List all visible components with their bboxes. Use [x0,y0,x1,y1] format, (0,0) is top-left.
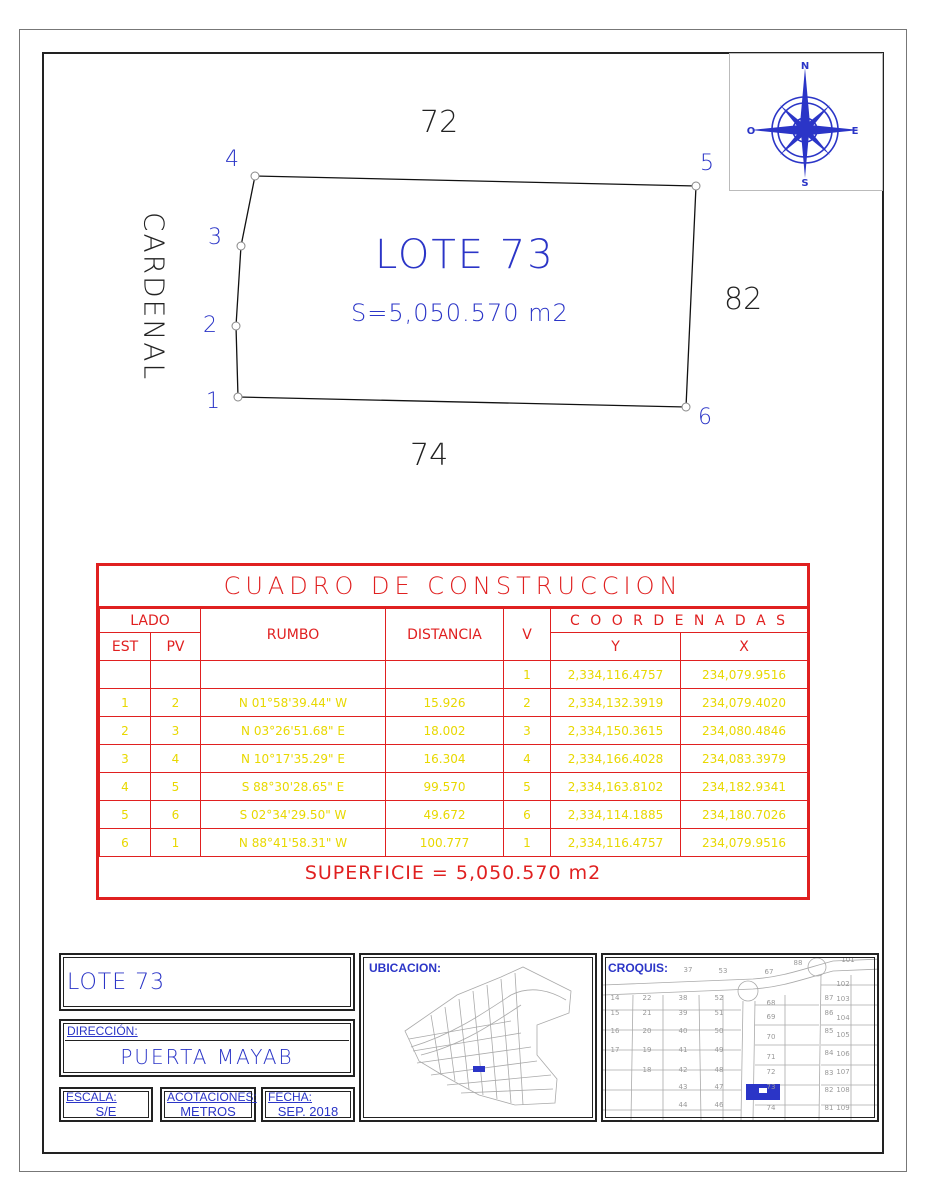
croquis-lot-number: 73 [766,1083,776,1091]
cell-x: 234,079.4020 [681,689,808,717]
table-row [100,801,808,829]
cell-y: 2,334,166.4028 [551,745,681,773]
cell-v: 5 [504,773,551,801]
croquis-lot-number: 40 [678,1027,688,1035]
acotaciones-label: ACOTACIONES: [167,1090,257,1104]
vertex-marker [682,403,690,411]
cell-x: 234,083.3979 [681,745,808,773]
construction-grid [99,608,808,857]
croquis-lot-number: 104 [836,1014,850,1022]
cell-est: 1 [100,689,151,717]
header-v: V [504,609,551,661]
croquis-lot-number: 69 [766,1013,776,1021]
compass-o: O [746,126,756,137]
croquis-lot-number: 38 [678,994,688,1002]
croquis-lot-number: 70 [766,1033,776,1041]
street-label: CARDENAL [137,211,171,382]
cell-v: 2 [504,689,551,717]
direccion-value: PUERTA MAYAB [120,1045,294,1069]
location-marker [473,1066,485,1072]
croquis-lot-number: 102 [836,980,850,988]
cell-v: 3 [504,717,551,745]
croquis-lot-number: 50 [714,1027,724,1035]
vertex-label-2: 2 [203,313,217,338]
croquis-lot-number: 84 [824,1049,834,1057]
header-y: Y [551,633,681,661]
acotaciones-box [160,1087,256,1122]
acotaciones-value: METROS [180,1104,236,1119]
croquis-lot-house [759,1088,767,1093]
vertex-marker [234,393,242,401]
cell-y: 2,334,150.3615 [551,717,681,745]
croquis-lot-number: 71 [766,1053,776,1061]
compass-e: E [851,126,859,137]
cell-y: 2,334,116.4757 [551,829,681,857]
cell-v: 1 [504,661,551,689]
cell-pv: 2 [151,689,201,717]
croquis-lot-number: 22 [642,994,652,1002]
ubicacion-label: UBICACION: [369,961,441,975]
croquis-lot-number: 52 [714,994,724,1002]
lot-title: LOTE 73 [375,232,555,278]
cell-v: 4 [504,745,551,773]
neighbor-north-label: 72 [420,105,459,140]
cell-distancia [386,661,504,689]
croquis-lot-number: 15 [610,1009,620,1017]
cell-pv [151,661,201,689]
croquis-lot-number: 17 [610,1046,620,1054]
cell-pv: 6 [151,801,201,829]
cell-est: 6 [100,829,151,857]
cell-rumbo [201,661,386,689]
cell-v: 1 [504,829,551,857]
cell-est: 3 [100,745,151,773]
ubicacion-box [359,953,597,1122]
compass-n: N [800,61,810,72]
table-row [100,689,808,717]
escala-value: S/E [95,1104,117,1119]
croquis-lot-number: 47 [714,1083,724,1091]
vertex-marker [232,322,240,330]
croquis-lot-number: 48 [714,1066,724,1074]
direccion-label: DIRECCIÓN: [67,1024,138,1038]
croquis-lot-number: 21 [642,1009,652,1017]
croquis-lot-number: 109 [836,1104,850,1112]
neighbor-east-label: 82 [724,282,763,317]
croquis-lot-number: 87 [824,994,834,1002]
table-row [100,717,808,745]
cell-pv: 5 [151,773,201,801]
superficie-total: SUPERFICIE = 5,050.570 m2 [304,862,602,884]
vertex-label-4: 4 [225,147,239,172]
cell-rumbo: N 10°17'35.29" E [201,745,386,773]
cell-est: 4 [100,773,151,801]
cell-distancia: 49.672 [386,801,504,829]
escala-label: ESCALA: [66,1090,117,1104]
croquis-lot-number: 82 [824,1086,834,1094]
cell-rumbo: N 01°58'39.44" W [201,689,386,717]
fecha-value: SEP. 2018 [277,1104,339,1119]
divider [65,1040,349,1041]
croquis-lot-number: 86 [824,1009,834,1017]
croquis-label: CROQUIS: [608,961,668,975]
croquis-lot-number: 20 [642,1027,652,1035]
croquis-lot-number: 42 [678,1066,688,1074]
cell-rumbo: S 02°34'29.50" W [201,801,386,829]
croquis-lot-number: 41 [678,1046,688,1054]
croquis-lot-number: 85 [824,1027,834,1035]
title-block-lot: LOTE 73 [67,970,166,995]
vertex-label-1: 1 [206,389,220,414]
lot-area: S=5,050.570 m2 [351,299,569,327]
cell-est: 2 [100,717,151,745]
croquis-lot-number: 106 [836,1050,850,1058]
croquis-lot-number: 68 [766,999,776,1007]
vertex-marker [692,182,700,190]
cell-pv: 1 [151,829,201,857]
croquis-lot-number: 51 [714,1009,724,1017]
croquis-map [603,955,879,1122]
escala-box [59,1087,153,1122]
cell-x: 234,180.7026 [681,801,808,829]
croquis-lot-number: 105 [836,1031,850,1039]
croquis-lot-number: 37 [683,966,693,974]
fecha-box [261,1087,355,1122]
croquis-lot-number: 16 [610,1027,620,1035]
table-row [100,661,808,689]
cell-distancia: 16.304 [386,745,504,773]
croquis-lot-number: 67 [764,968,774,976]
location-map [361,955,597,1122]
cell-distancia: 99.570 [386,773,504,801]
lot-box [59,953,355,1011]
croquis-lot-number: 53 [718,967,728,975]
croquis-lot-number: 72 [766,1068,776,1076]
croquis-lot-marker [746,1084,780,1100]
direccion-box [59,1019,355,1077]
cell-pv: 3 [151,717,201,745]
cell-pv: 4 [151,745,201,773]
vertex-label-6: 6 [698,405,712,430]
croquis-lot-number: 43 [678,1083,688,1091]
croquis-lot-number: 18 [642,1066,652,1074]
croquis-lot-number: 81 [824,1104,834,1112]
croquis-lot-number: 83 [824,1069,834,1077]
header-rumbo: RUMBO [201,609,386,661]
cell-est [100,661,151,689]
compass-s: S [801,178,809,189]
cell-y: 2,334,132.3919 [551,689,681,717]
construction-table-title: CUADRO DE CONSTRUCCION [223,572,683,600]
cell-y: 2,334,114.1885 [551,801,681,829]
fecha-label: FECHA: [268,1090,313,1104]
croquis-lot-number: 108 [836,1086,850,1094]
vertex-marker [237,242,245,250]
header-coordenadas: C O O R D E N A D A S [551,609,808,633]
vertex-label-5: 5 [700,151,714,176]
header-lado: LADO [100,609,201,633]
croquis-lot-number: 19 [642,1046,652,1054]
header-pv: PV [151,633,201,661]
header-distancia: DISTANCIA [386,609,504,661]
vertex-label-3: 3 [208,225,222,250]
lot-boundary [236,176,696,407]
croquis-lot-number: 39 [678,1009,688,1017]
croquis-lot-number: 88 [793,959,803,967]
cell-x: 234,079.9516 [681,661,808,689]
croquis-lot-number: 14 [610,994,620,1002]
cell-distancia: 18.002 [386,717,504,745]
cell-x: 234,079.9516 [681,829,808,857]
cell-est: 5 [100,801,151,829]
croquis-box [601,953,879,1122]
vertex-marker [251,172,259,180]
croquis-lot-number: 101 [841,956,855,964]
header-est: EST [100,633,151,661]
cell-rumbo: S 88°30'28.65" E [201,773,386,801]
cell-y: 2,334,163.8102 [551,773,681,801]
table-row [100,773,808,801]
cell-distancia: 15.926 [386,689,504,717]
cell-v: 6 [504,801,551,829]
cell-y: 2,334,116.4757 [551,661,681,689]
croquis-lot-number: 107 [836,1068,850,1076]
table-row [100,745,808,773]
croquis-lot-number: 49 [714,1046,724,1054]
croquis-lot-number: 74 [766,1104,776,1112]
cell-rumbo: N 88°41'58.31" W [201,829,386,857]
cell-distancia: 100.777 [386,829,504,857]
header-x: X [681,633,808,661]
croquis-lot-number: 46 [714,1101,724,1109]
cell-x: 234,182.9341 [681,773,808,801]
cell-rumbo: N 03°26'51.68" E [201,717,386,745]
neighbor-south-label: 74 [410,438,449,473]
croquis-lot-number: 103 [836,995,850,1003]
construction-table [96,563,810,900]
croquis-lot-number: 44 [678,1101,688,1109]
cell-x: 234,080.4846 [681,717,808,745]
